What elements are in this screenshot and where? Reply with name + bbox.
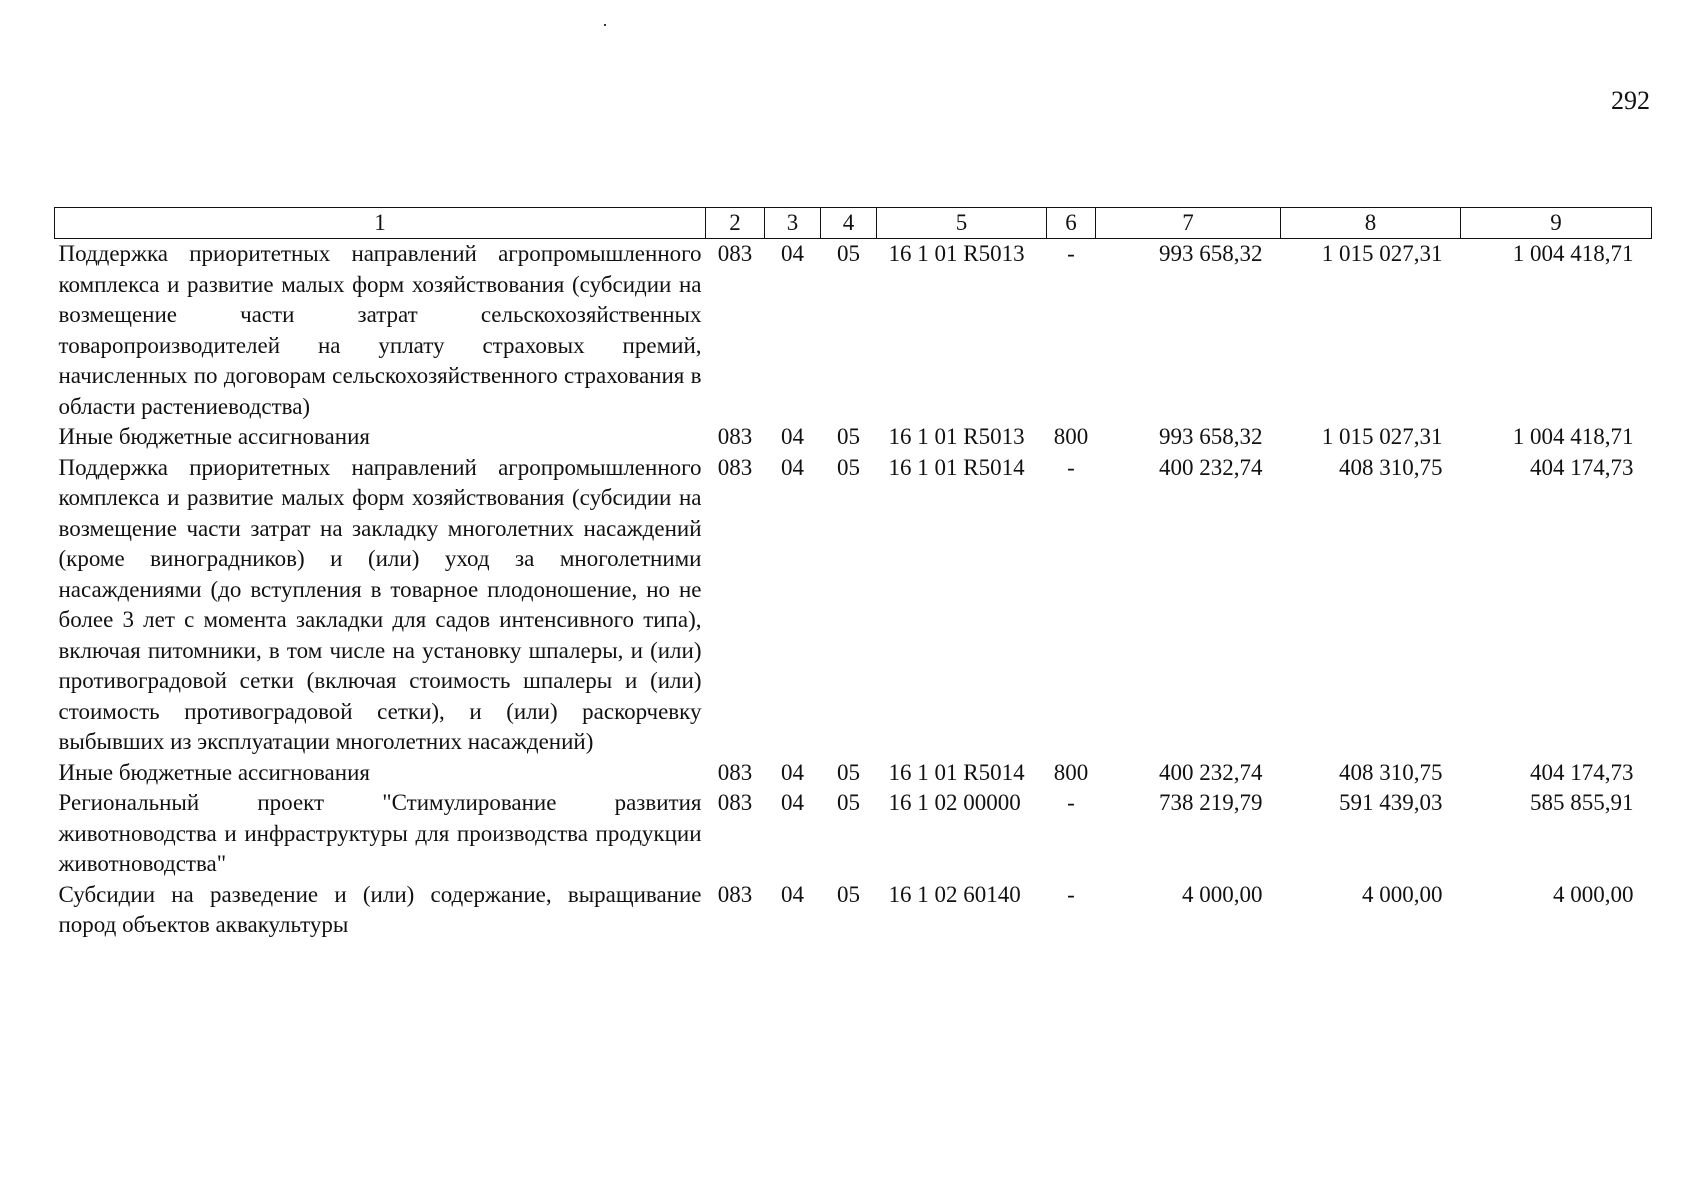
table-row [55,880,1652,941]
row-csr: 16 1 02 60140 [888,881,1021,907]
row-name: Субсидии на разведение и (или) содержание, выращивание пород объектов аквакультуры [58,881,702,937]
page-number: 292 [1611,86,1650,115]
row-vr: - [1067,454,1075,480]
row-grbs: 083 [717,454,753,480]
column-header: 9 [1461,208,1652,239]
row-csr: 16 1 01 R5013 [888,241,1025,266]
row-name: Иные бюджетные ассигнования [58,424,370,449]
table-row [55,453,1652,758]
row-grbs: 083 [717,424,753,449]
column-header: 4 [821,208,877,239]
row-rz: 04 [781,759,804,785]
table-row [55,239,1652,423]
row-rz: 04 [781,454,804,480]
row-name: Поддержка приоритетных направлений агропромышленного комплекса и развитие малых форм хозяйствования (субсидии на возмещение части затрат на закладку многолетних насаждений (кроме виноградников) и (или) уход за многолетними насаждениями (до вступления в товарное плодоношение, но не более 3 лет с момента закладки для садов интенсивного типа), включая питомники, в том числе на установку шпалеры, и (или) противоградовой сетки (включая стоимость шпалеры и (или) стоимость противоградовой сетки), и (или) раскорчевку выбывших из эксплуатации многолетних насаждений) [58,454,702,754]
table-row [55,788,1652,880]
row-vr: - [1067,790,1075,815]
row-amount-1: 993 658,32 [1159,424,1263,449]
column-header: 7 [1096,208,1281,239]
column-header: 2 [706,208,765,239]
row-amount-2: 591 439,03 [1339,790,1443,815]
row-csr: 16 1 01 R5014 [888,454,1025,480]
row-amount-1: 400 232,74 [1159,759,1263,785]
table-header [55,208,1652,239]
row-rz: 04 [781,881,804,907]
row-pr: 05 [837,454,860,480]
row-rz: 04 [781,424,804,449]
budget-table [54,207,1652,941]
scan-speck [604,24,606,26]
row-vr: - [1067,881,1075,907]
row-vr: 800 [1053,424,1089,449]
row-amount-3: 4 000,00 [1553,881,1634,907]
row-amount-2: 408 310,75 [1339,454,1443,480]
column-header: 1 [55,208,706,239]
row-vr: - [1067,241,1075,266]
row-amount-3: 404 174,73 [1530,759,1634,785]
row-rz: 04 [781,241,804,266]
row-amount-2: 1 015 027,31 [1321,424,1443,449]
row-rz: 04 [781,790,804,815]
row-csr: 16 1 01 R5014 [888,759,1025,785]
row-vr: 800 [1053,759,1089,785]
row-name: Поддержка приоритетных направлений агропромышленного комплекса и развитие малых форм хозяйствования (субсидии на возмещение части затрат сельскохозяйственных товаропроизводителей на уплату страховых премий, начисленных по договорам сельскохозяйственного страхования в области растениеводства) [58,241,702,419]
column-header: 8 [1281,208,1461,239]
column-header: 6 [1047,208,1096,239]
row-pr: 05 [837,241,860,266]
table-row [55,758,1652,789]
row-csr: 16 1 02 00000 [888,790,1021,815]
row-amount-3: 404 174,73 [1530,454,1634,480]
row-pr: 05 [837,790,860,815]
row-pr: 05 [837,759,860,785]
row-name: Иные бюджетные ассигнования [58,759,370,785]
row-amount-2: 408 310,75 [1339,759,1443,785]
row-amount-1: 993 658,32 [1159,241,1263,266]
row-grbs: 083 [717,790,753,815]
row-amount-2: 4 000,00 [1362,881,1443,907]
row-name: Региональный проект "Стимулирование развития животноводства и инфраструктуры для производства продукции животноводства" [58,790,702,876]
row-amount-3: 585 855,91 [1530,790,1634,815]
row-amount-1: 738 219,79 [1159,790,1263,815]
row-csr: 16 1 01 R5013 [888,424,1025,449]
row-grbs: 083 [717,241,753,266]
row-amount-1: 4 000,00 [1182,881,1263,907]
column-header: 3 [765,208,821,239]
row-pr: 05 [837,424,860,449]
table-row [55,422,1652,453]
row-grbs: 083 [717,881,753,907]
row-amount-2: 1 015 027,31 [1321,241,1443,266]
row-amount-3: 1 004 418,71 [1512,424,1634,449]
row-amount-3: 1 004 418,71 [1512,241,1634,266]
row-grbs: 083 [717,759,753,785]
column-header: 5 [877,208,1047,239]
row-amount-1: 400 232,74 [1159,454,1263,480]
row-pr: 05 [837,881,860,907]
